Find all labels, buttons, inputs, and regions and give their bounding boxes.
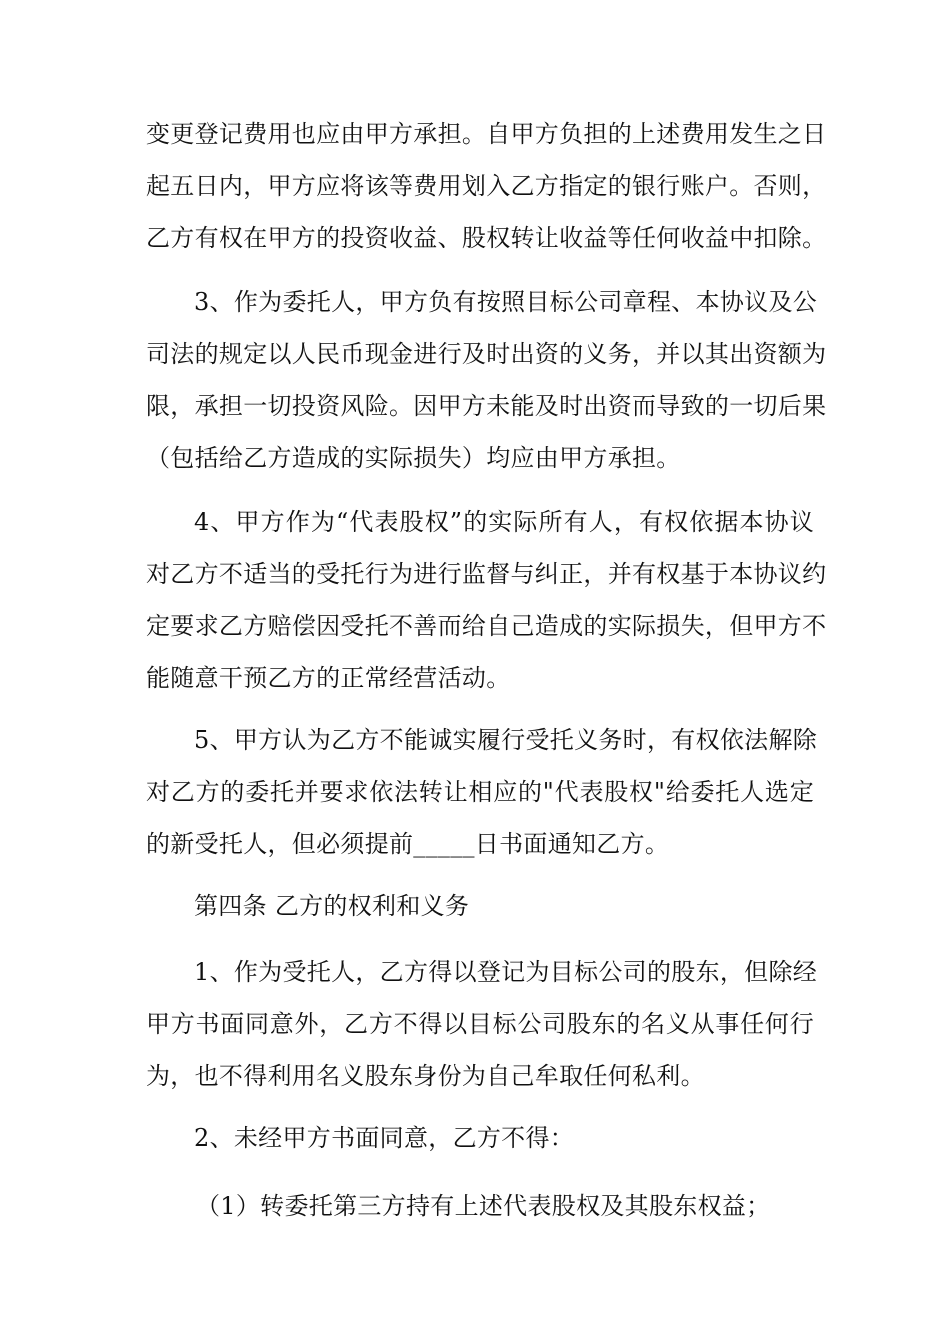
text-line: 1、作为受托人，乙方得以登记为目标公司的股东，但除经	[194, 958, 818, 986]
paragraph-clause-5	[146, 714, 818, 870]
text-line: 的新受托人，但必须提前_____日书面通知乙方。	[146, 830, 670, 858]
text-line: 限，承担一切投资风险。因甲方未能及时出资而导致的一切后果	[146, 392, 827, 420]
paragraph-fee-continuation	[146, 108, 827, 264]
paragraph-clause-3	[146, 276, 827, 484]
text-line: 司法的规定以人民币现金进行及时出资的义务，并以其出资额为	[146, 340, 827, 368]
text-line: （1）转委托第三方持有上述代表股权及其股东权益；	[196, 1192, 771, 1220]
paragraph-clause-4	[146, 496, 827, 704]
text-line: 乙方有权在甲方的投资收益、股权转让收益等任何收益中扣除。	[146, 224, 827, 252]
text-line: 2、未经甲方书面同意，乙方不得：	[194, 1124, 575, 1152]
section-heading-article-4	[146, 880, 814, 932]
text-line: 为，也不得利用名义股东身份为自己牟取任何私利。	[146, 1062, 705, 1090]
heading-text: 第四条 乙方的权利和义务	[194, 892, 470, 920]
text-line: 对乙方不适当的受托行为进行监督与纠正，并有权基于本协议约	[146, 560, 827, 588]
paragraph-article4-item-1	[146, 946, 818, 1102]
text-line: 变更登记费用也应由甲方承担。自甲方负担的上述费用发生之日	[146, 120, 827, 148]
text-line: 4、甲方作为“代表股权”的实际所有人，有权依据本协议	[194, 508, 814, 536]
text-line: 定要求乙方赔偿因受托不善而给自己造成的实际损失，但甲方不	[146, 612, 827, 640]
text-line: 5、甲方认为乙方不能诚实履行受托义务时，有权依法解除	[194, 726, 818, 754]
text-line: 起五日内，甲方应将该等费用划入乙方指定的银行账户。否则，	[146, 172, 827, 200]
text-line: 能随意干预乙方的正常经营活动。	[146, 664, 511, 692]
text-line: 甲方书面同意外，乙方不得以目标公司股东的名义从事任何行	[146, 1010, 814, 1038]
text-line: （包括给乙方造成的实际损失）均应由甲方承担。	[146, 444, 681, 472]
text-line: 对乙方的委托并要求依法转让相应的"代表股权"给委托人选定	[146, 778, 814, 806]
text-line: 3、作为委托人，甲方负有按照目标公司章程、本协议及公	[194, 288, 818, 316]
paragraph-article4-item-2-sub-1	[146, 1180, 814, 1232]
paragraph-article4-item-2	[146, 1112, 814, 1164]
